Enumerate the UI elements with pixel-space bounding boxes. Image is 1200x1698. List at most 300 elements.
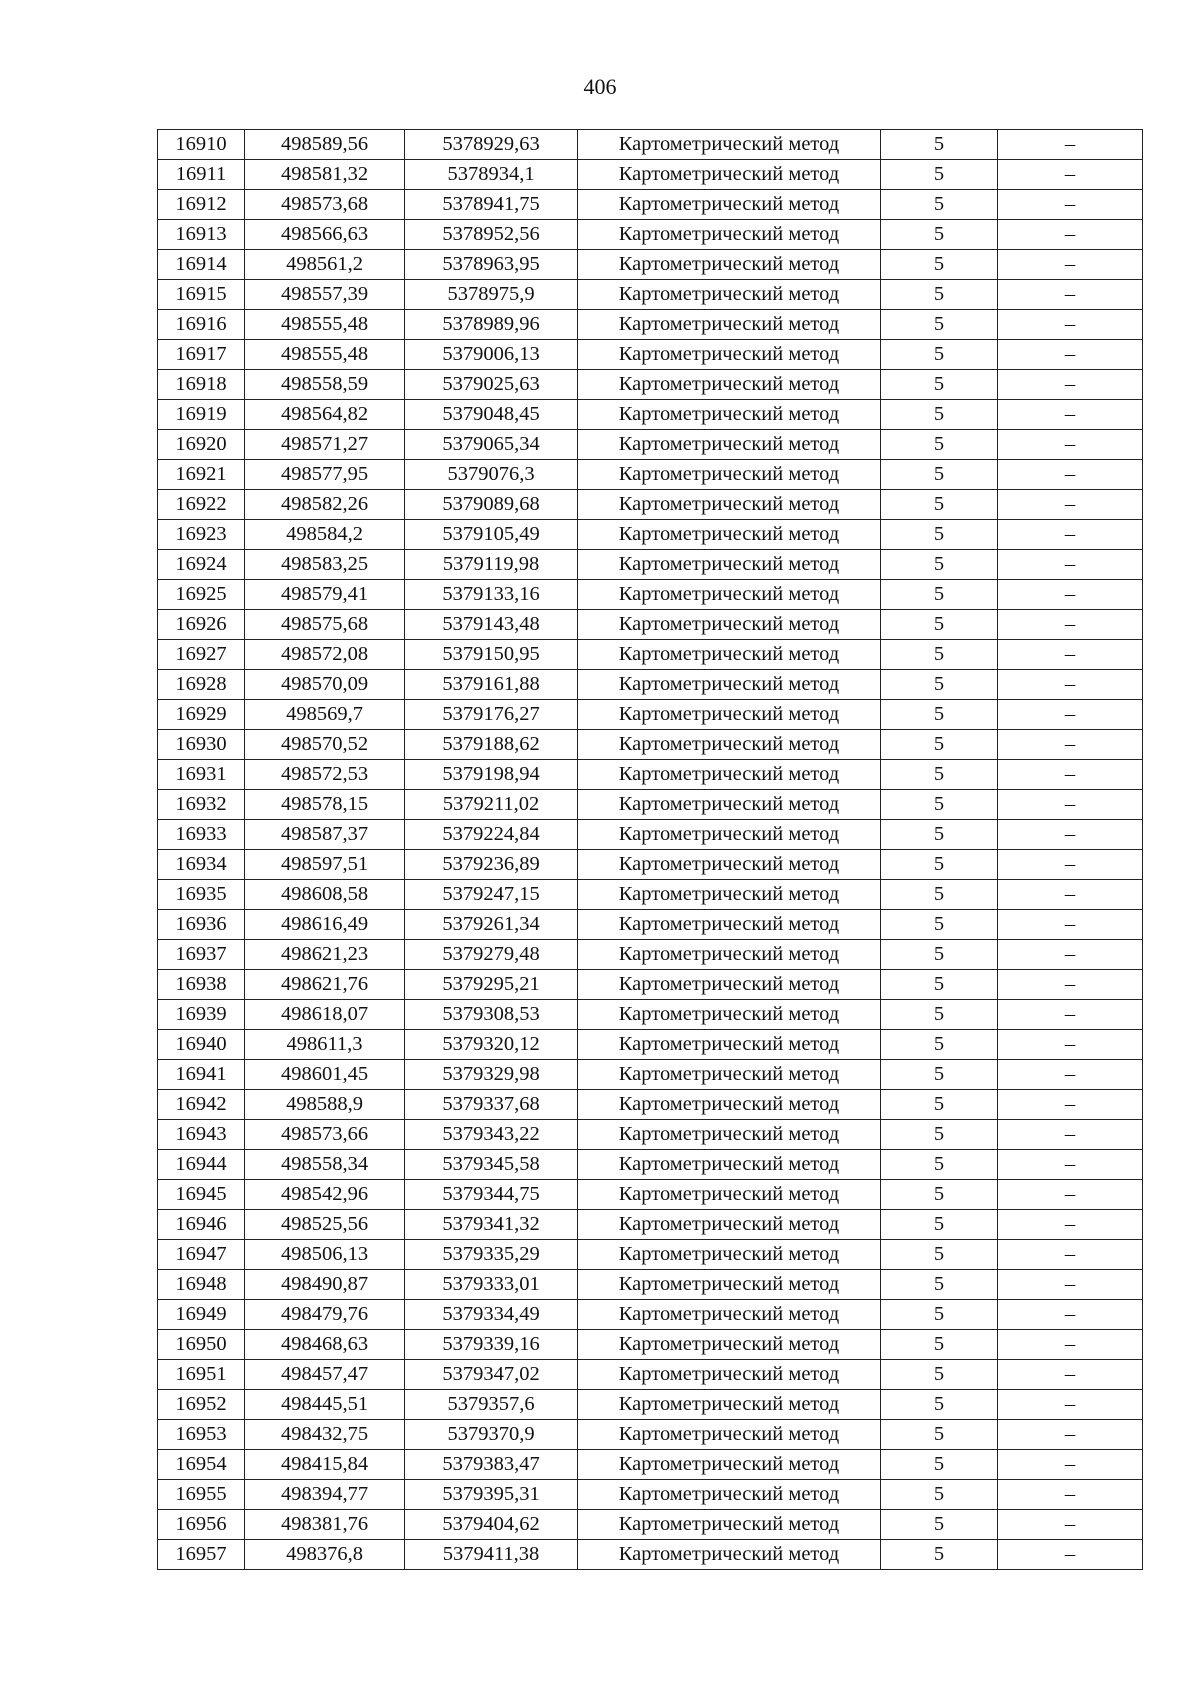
point-number-cell: 16948 [158, 1270, 245, 1300]
x-coordinate-cell: 498571,27 [245, 430, 405, 460]
table-row [158, 280, 1143, 310]
method-cell: Картометрический метод [578, 1180, 881, 1210]
y-coordinate-cell: 5378975,9 [405, 280, 578, 310]
point-number-cell: 16949 [158, 1300, 245, 1330]
point-number-cell: 16931 [158, 760, 245, 790]
method-cell: Картометрический метод [578, 460, 881, 490]
method-cell: Картометрический метод [578, 220, 881, 250]
point-number-cell: 16929 [158, 700, 245, 730]
x-coordinate-cell: 498479,76 [245, 1300, 405, 1330]
x-coordinate-cell: 498582,26 [245, 490, 405, 520]
method-cell: Картометрический метод [578, 1510, 881, 1540]
accuracy-cell: 5 [881, 520, 998, 550]
point-number-cell: 16922 [158, 490, 245, 520]
point-number-cell: 16956 [158, 1510, 245, 1540]
point-number-cell: 16932 [158, 790, 245, 820]
table-row [158, 790, 1143, 820]
point-number-cell: 16917 [158, 340, 245, 370]
accuracy-cell: 5 [881, 1390, 998, 1420]
y-coordinate-cell: 5379334,49 [405, 1300, 578, 1330]
x-coordinate-cell: 498587,37 [245, 820, 405, 850]
point-number-cell: 16926 [158, 610, 245, 640]
x-coordinate-cell: 498432,75 [245, 1420, 405, 1450]
accuracy-cell: 5 [881, 550, 998, 580]
x-coordinate-cell: 498621,76 [245, 970, 405, 1000]
point-number-cell: 16913 [158, 220, 245, 250]
accuracy-cell: 5 [881, 250, 998, 280]
accuracy-cell: 5 [881, 1180, 998, 1210]
table-row [158, 190, 1143, 220]
point-number-cell: 16945 [158, 1180, 245, 1210]
x-coordinate-cell: 498558,59 [245, 370, 405, 400]
accuracy-cell: 5 [881, 310, 998, 340]
point-number-cell: 16928 [158, 670, 245, 700]
table-row [158, 250, 1143, 280]
coordinates-table [157, 129, 1143, 1570]
point-number-cell: 16943 [158, 1120, 245, 1150]
y-coordinate-cell: 5379105,49 [405, 520, 578, 550]
method-cell: Картометрический метод [578, 280, 881, 310]
note-cell: – [998, 1360, 1143, 1390]
y-coordinate-cell: 5379411,38 [405, 1540, 578, 1570]
accuracy-cell: 5 [881, 220, 998, 250]
accuracy-cell: 5 [881, 1330, 998, 1360]
y-coordinate-cell: 5379343,22 [405, 1120, 578, 1150]
y-coordinate-cell: 5379025,63 [405, 370, 578, 400]
point-number-cell: 16951 [158, 1360, 245, 1390]
method-cell: Картометрический метод [578, 190, 881, 220]
accuracy-cell: 5 [881, 1090, 998, 1120]
y-coordinate-cell: 5379224,84 [405, 820, 578, 850]
note-cell: – [998, 340, 1143, 370]
note-cell: – [998, 1120, 1143, 1150]
method-cell: Картометрический метод [578, 880, 881, 910]
point-number-cell: 16911 [158, 160, 245, 190]
note-cell: – [998, 490, 1143, 520]
y-coordinate-cell: 5379247,15 [405, 880, 578, 910]
x-coordinate-cell: 498577,95 [245, 460, 405, 490]
accuracy-cell: 5 [881, 1540, 998, 1570]
method-cell: Картометрический метод [578, 790, 881, 820]
table-row [158, 310, 1143, 340]
accuracy-cell: 5 [881, 610, 998, 640]
x-coordinate-cell: 498570,52 [245, 730, 405, 760]
note-cell: – [998, 940, 1143, 970]
accuracy-cell: 5 [881, 1360, 998, 1390]
note-cell: – [998, 1000, 1143, 1030]
point-number-cell: 16914 [158, 250, 245, 280]
x-coordinate-cell: 498457,47 [245, 1360, 405, 1390]
method-cell: Картометрический метод [578, 370, 881, 400]
point-number-cell: 16933 [158, 820, 245, 850]
method-cell: Картометрический метод [578, 130, 881, 160]
y-coordinate-cell: 5379295,21 [405, 970, 578, 1000]
point-number-cell: 16950 [158, 1330, 245, 1360]
note-cell: – [998, 130, 1143, 160]
table-row [158, 130, 1143, 160]
table-row [158, 1330, 1143, 1360]
point-number-cell: 16923 [158, 520, 245, 550]
method-cell: Картометрический метод [578, 340, 881, 370]
method-cell: Картометрический метод [578, 1270, 881, 1300]
table-row [158, 1300, 1143, 1330]
y-coordinate-cell: 5379161,88 [405, 670, 578, 700]
y-coordinate-cell: 5378989,96 [405, 310, 578, 340]
point-number-cell: 16937 [158, 940, 245, 970]
x-coordinate-cell: 498557,39 [245, 280, 405, 310]
table-row [158, 1000, 1143, 1030]
note-cell: – [998, 580, 1143, 610]
table-row [158, 1360, 1143, 1390]
note-cell: – [998, 400, 1143, 430]
note-cell: – [998, 700, 1143, 730]
accuracy-cell: 5 [881, 1210, 998, 1240]
x-coordinate-cell: 498445,51 [245, 1390, 405, 1420]
method-cell: Картометрический метод [578, 1360, 881, 1390]
method-cell: Картометрический метод [578, 670, 881, 700]
table-row [158, 1060, 1143, 1090]
y-coordinate-cell: 5379279,48 [405, 940, 578, 970]
point-number-cell: 16946 [158, 1210, 245, 1240]
table-row [158, 1270, 1143, 1300]
accuracy-cell: 5 [881, 370, 998, 400]
note-cell: – [998, 880, 1143, 910]
note-cell: – [998, 1030, 1143, 1060]
point-number-cell: 16952 [158, 1390, 245, 1420]
x-coordinate-cell: 498581,32 [245, 160, 405, 190]
x-coordinate-cell: 498589,56 [245, 130, 405, 160]
y-coordinate-cell: 5379119,98 [405, 550, 578, 580]
accuracy-cell: 5 [881, 700, 998, 730]
accuracy-cell: 5 [881, 790, 998, 820]
note-cell: – [998, 1210, 1143, 1240]
note-cell: – [998, 610, 1143, 640]
note-cell: – [998, 250, 1143, 280]
method-cell: Картометрический метод [578, 1120, 881, 1150]
accuracy-cell: 5 [881, 1000, 998, 1030]
y-coordinate-cell: 5379344,75 [405, 1180, 578, 1210]
method-cell: Картометрический метод [578, 400, 881, 430]
note-cell: – [998, 520, 1143, 550]
note-cell: – [998, 1240, 1143, 1270]
x-coordinate-cell: 498558,34 [245, 1150, 405, 1180]
point-number-cell: 16939 [158, 1000, 245, 1030]
table-row [158, 1180, 1143, 1210]
x-coordinate-cell: 498611,3 [245, 1030, 405, 1060]
y-coordinate-cell: 5379347,02 [405, 1360, 578, 1390]
y-coordinate-cell: 5379333,01 [405, 1270, 578, 1300]
method-cell: Картометрический метод [578, 1150, 881, 1180]
y-coordinate-cell: 5379143,48 [405, 610, 578, 640]
note-cell: – [998, 1270, 1143, 1300]
note-cell: – [998, 220, 1143, 250]
point-number-cell: 16915 [158, 280, 245, 310]
point-number-cell: 16944 [158, 1150, 245, 1180]
y-coordinate-cell: 5378941,75 [405, 190, 578, 220]
table-row [158, 430, 1143, 460]
accuracy-cell: 5 [881, 1510, 998, 1540]
accuracy-cell: 5 [881, 1450, 998, 1480]
method-cell: Картометрический метод [578, 1540, 881, 1570]
table-row [158, 1030, 1143, 1060]
x-coordinate-cell: 498376,8 [245, 1540, 405, 1570]
note-cell: – [998, 910, 1143, 940]
accuracy-cell: 5 [881, 970, 998, 1000]
x-coordinate-cell: 498579,41 [245, 580, 405, 610]
method-cell: Картометрический метод [578, 310, 881, 340]
note-cell: – [998, 1060, 1143, 1090]
point-number-cell: 16912 [158, 190, 245, 220]
table-row [158, 880, 1143, 910]
y-coordinate-cell: 5379048,45 [405, 400, 578, 430]
y-coordinate-cell: 5378963,95 [405, 250, 578, 280]
note-cell: – [998, 730, 1143, 760]
x-coordinate-cell: 498570,09 [245, 670, 405, 700]
accuracy-cell: 5 [881, 760, 998, 790]
note-cell: – [998, 160, 1143, 190]
y-coordinate-cell: 5379176,27 [405, 700, 578, 730]
method-cell: Картометрический метод [578, 970, 881, 1000]
table-row [158, 820, 1143, 850]
table-row [158, 1090, 1143, 1120]
accuracy-cell: 5 [881, 1420, 998, 1450]
y-coordinate-cell: 5379308,53 [405, 1000, 578, 1030]
method-cell: Картометрический метод [578, 1030, 881, 1060]
point-number-cell: 16918 [158, 370, 245, 400]
y-coordinate-cell: 5379383,47 [405, 1450, 578, 1480]
point-number-cell: 16930 [158, 730, 245, 760]
method-cell: Картометрический метод [578, 250, 881, 280]
accuracy-cell: 5 [881, 460, 998, 490]
method-cell: Картометрический метод [578, 520, 881, 550]
note-cell: – [998, 460, 1143, 490]
note-cell: – [998, 640, 1143, 670]
note-cell: – [998, 970, 1143, 1000]
table-row [158, 340, 1143, 370]
method-cell: Картометрический метод [578, 640, 881, 670]
accuracy-cell: 5 [881, 190, 998, 220]
accuracy-cell: 5 [881, 640, 998, 670]
table-row [158, 1480, 1143, 1510]
note-cell: – [998, 850, 1143, 880]
page-number: 406 [583, 74, 617, 99]
point-number-cell: 16940 [158, 1030, 245, 1060]
accuracy-cell: 5 [881, 1120, 998, 1150]
note-cell: – [998, 370, 1143, 400]
note-cell: – [998, 550, 1143, 580]
x-coordinate-cell: 498578,15 [245, 790, 405, 820]
method-cell: Картометрический метод [578, 160, 881, 190]
table-row [158, 550, 1143, 580]
x-coordinate-cell: 498616,49 [245, 910, 405, 940]
method-cell: Картометрический метод [578, 730, 881, 760]
method-cell: Картометрический метод [578, 430, 881, 460]
table-row [158, 1150, 1143, 1180]
method-cell: Картометрический метод [578, 1300, 881, 1330]
method-cell: Картометрический метод [578, 580, 881, 610]
note-cell: – [998, 1540, 1143, 1570]
point-number-cell: 16935 [158, 880, 245, 910]
table-row [158, 160, 1143, 190]
x-coordinate-cell: 498490,87 [245, 1270, 405, 1300]
note-cell: – [998, 1420, 1143, 1450]
note-cell: – [998, 1390, 1143, 1420]
y-coordinate-cell: 5379065,34 [405, 430, 578, 460]
table-row [158, 1450, 1143, 1480]
accuracy-cell: 5 [881, 1270, 998, 1300]
table-row [158, 940, 1143, 970]
x-coordinate-cell: 498561,2 [245, 250, 405, 280]
y-coordinate-cell: 5379404,62 [405, 1510, 578, 1540]
x-coordinate-cell: 498597,51 [245, 850, 405, 880]
table-row [158, 520, 1143, 550]
point-number-cell: 16924 [158, 550, 245, 580]
point-number-cell: 16936 [158, 910, 245, 940]
y-coordinate-cell: 5379370,9 [405, 1420, 578, 1450]
point-number-cell: 16921 [158, 460, 245, 490]
table-row [158, 370, 1143, 400]
x-coordinate-cell: 498506,13 [245, 1240, 405, 1270]
x-coordinate-cell: 498588,9 [245, 1090, 405, 1120]
point-number-cell: 16916 [158, 310, 245, 340]
accuracy-cell: 5 [881, 850, 998, 880]
accuracy-cell: 5 [881, 400, 998, 430]
point-number-cell: 16920 [158, 430, 245, 460]
x-coordinate-cell: 498572,53 [245, 760, 405, 790]
method-cell: Картометрический метод [578, 1390, 881, 1420]
x-coordinate-cell: 498566,63 [245, 220, 405, 250]
method-cell: Картометрический метод [578, 1450, 881, 1480]
method-cell: Картометрический метод [578, 1420, 881, 1450]
y-coordinate-cell: 5379329,98 [405, 1060, 578, 1090]
x-coordinate-cell: 498583,25 [245, 550, 405, 580]
method-cell: Картометрический метод [578, 1090, 881, 1120]
method-cell: Картометрический метод [578, 1210, 881, 1240]
y-coordinate-cell: 5379345,58 [405, 1150, 578, 1180]
x-coordinate-cell: 498394,77 [245, 1480, 405, 1510]
table-row [158, 760, 1143, 790]
note-cell: – [998, 1090, 1143, 1120]
note-cell: – [998, 760, 1143, 790]
accuracy-cell: 5 [881, 280, 998, 310]
accuracy-cell: 5 [881, 580, 998, 610]
x-coordinate-cell: 498601,45 [245, 1060, 405, 1090]
note-cell: – [998, 1480, 1143, 1510]
table-row [158, 1540, 1143, 1570]
accuracy-cell: 5 [881, 940, 998, 970]
x-coordinate-cell: 498608,58 [245, 880, 405, 910]
accuracy-cell: 5 [881, 670, 998, 700]
method-cell: Картометрический метод [578, 1060, 881, 1090]
point-number-cell: 16934 [158, 850, 245, 880]
note-cell: – [998, 1450, 1143, 1480]
accuracy-cell: 5 [881, 910, 998, 940]
point-number-cell: 16941 [158, 1060, 245, 1090]
y-coordinate-cell: 5379335,29 [405, 1240, 578, 1270]
accuracy-cell: 5 [881, 1480, 998, 1510]
point-number-cell: 16925 [158, 580, 245, 610]
note-cell: – [998, 1180, 1143, 1210]
point-number-cell: 16953 [158, 1420, 245, 1450]
table-row [158, 490, 1143, 520]
table-row [158, 700, 1143, 730]
x-coordinate-cell: 498569,7 [245, 700, 405, 730]
table-row [158, 970, 1143, 1000]
note-cell: – [998, 1510, 1143, 1540]
table-row [158, 1510, 1143, 1540]
x-coordinate-cell: 498555,48 [245, 340, 405, 370]
x-coordinate-cell: 498564,82 [245, 400, 405, 430]
point-number-cell: 16910 [158, 130, 245, 160]
table-row [158, 610, 1143, 640]
y-coordinate-cell: 5378929,63 [405, 130, 578, 160]
x-coordinate-cell: 498468,63 [245, 1330, 405, 1360]
method-cell: Картометрический метод [578, 850, 881, 880]
y-coordinate-cell: 5379261,34 [405, 910, 578, 940]
x-coordinate-cell: 498584,2 [245, 520, 405, 550]
y-coordinate-cell: 5379089,68 [405, 490, 578, 520]
table-row [158, 640, 1143, 670]
x-coordinate-cell: 498415,84 [245, 1450, 405, 1480]
x-coordinate-cell: 498381,76 [245, 1510, 405, 1540]
note-cell: – [998, 670, 1143, 700]
table-row [158, 1240, 1143, 1270]
y-coordinate-cell: 5378952,56 [405, 220, 578, 250]
table-row [158, 910, 1143, 940]
y-coordinate-cell: 5378934,1 [405, 160, 578, 190]
y-coordinate-cell: 5379357,6 [405, 1390, 578, 1420]
table-row [158, 460, 1143, 490]
accuracy-cell: 5 [881, 730, 998, 760]
accuracy-cell: 5 [881, 130, 998, 160]
y-coordinate-cell: 5379337,68 [405, 1090, 578, 1120]
y-coordinate-cell: 5379133,16 [405, 580, 578, 610]
point-number-cell: 16955 [158, 1480, 245, 1510]
table-row [158, 400, 1143, 430]
method-cell: Картометрический метод [578, 820, 881, 850]
x-coordinate-cell: 498573,66 [245, 1120, 405, 1150]
note-cell: – [998, 430, 1143, 460]
y-coordinate-cell: 5379076,3 [405, 460, 578, 490]
accuracy-cell: 5 [881, 1300, 998, 1330]
point-number-cell: 16942 [158, 1090, 245, 1120]
table-row [158, 1420, 1143, 1450]
point-number-cell: 16954 [158, 1450, 245, 1480]
accuracy-cell: 5 [881, 160, 998, 190]
coordinates-table-body [158, 130, 1143, 1570]
table-row [158, 670, 1143, 700]
accuracy-cell: 5 [881, 820, 998, 850]
table-row [158, 1210, 1143, 1240]
x-coordinate-cell: 498575,68 [245, 610, 405, 640]
y-coordinate-cell: 5379211,02 [405, 790, 578, 820]
accuracy-cell: 5 [881, 340, 998, 370]
accuracy-cell: 5 [881, 880, 998, 910]
y-coordinate-cell: 5379236,89 [405, 850, 578, 880]
table-row [158, 1390, 1143, 1420]
x-coordinate-cell: 498618,07 [245, 1000, 405, 1030]
y-coordinate-cell: 5379188,62 [405, 730, 578, 760]
method-cell: Картометрический метод [578, 700, 881, 730]
y-coordinate-cell: 5379198,94 [405, 760, 578, 790]
method-cell: Картометрический метод [578, 610, 881, 640]
y-coordinate-cell: 5379150,95 [405, 640, 578, 670]
point-number-cell: 16927 [158, 640, 245, 670]
note-cell: – [998, 1300, 1143, 1330]
table-row [158, 220, 1143, 250]
x-coordinate-cell: 498555,48 [245, 310, 405, 340]
method-cell: Картометрический метод [578, 550, 881, 580]
